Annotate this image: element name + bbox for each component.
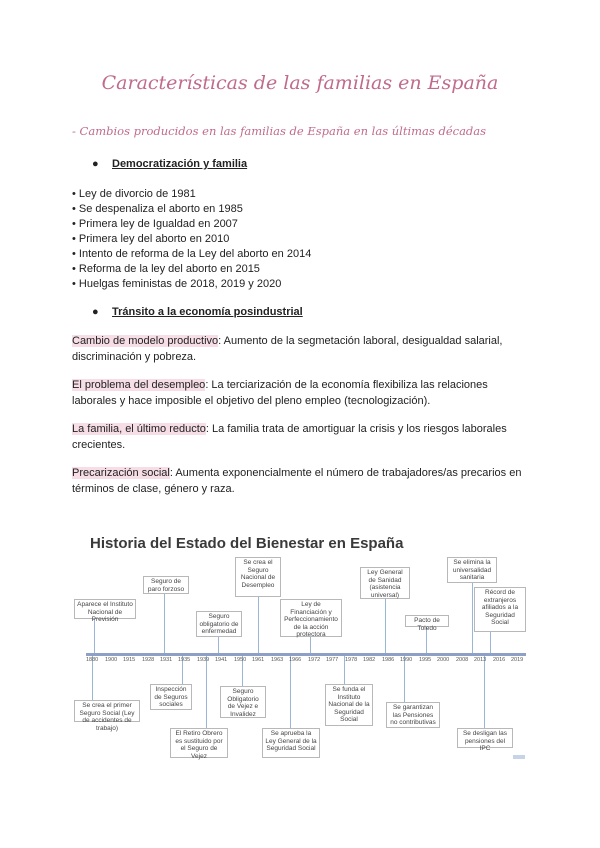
timeline-year: 2019 — [511, 657, 524, 663]
timeline-event-box: Aparece el Instituto Nacional de Previsión — [74, 599, 136, 619]
timeline-event-box: Se desligan las pensiones del IPC — [457, 728, 513, 748]
timeline-connector — [164, 594, 165, 653]
timeline-connector — [218, 635, 219, 653]
timeline-year: 1966 — [289, 657, 302, 663]
timeline-connector — [290, 656, 291, 729]
timeline-connector — [472, 583, 473, 653]
timeline-year: 1880 — [86, 657, 99, 663]
page-title: Características de las familias en España — [101, 72, 499, 94]
highlighted-term: Precarización social — [72, 467, 170, 479]
paragraph-text: : Aumento de la segmetación laboral, desigualdad salarial, discriminación y pobreza. — [72, 335, 503, 363]
timeline-event-box: Récord de extranjeros afiliados a la Seguridad Social — [474, 587, 526, 632]
democratizacion-list — [72, 187, 311, 292]
bullet-icon: ● — [92, 158, 99, 170]
timeline-year: 2000 — [437, 657, 450, 663]
timeline-year: 2016 — [493, 657, 506, 663]
timeline-event-box: Seguro de paro forzoso — [143, 576, 189, 594]
timeline-year: 1950 — [234, 657, 247, 663]
timeline-year: 1986 — [382, 657, 395, 663]
highlighted-term: La familia, el último reducto — [72, 423, 206, 435]
timeline-figure — [72, 527, 532, 767]
timeline-year: 1915 — [123, 657, 136, 663]
timeline-year: 1928 — [142, 657, 155, 663]
timeline-axis — [86, 653, 526, 656]
paragraph-text: : La terciarización de la economía flexibiliza las relaciones laborales y hace imposible el objetivo del pleno empleo (tecnologización). — [72, 379, 488, 407]
section-heading-label: Tránsito a la economía posindustrial — [112, 306, 303, 318]
timeline-connector — [484, 656, 485, 729]
list-item: • Ley de divorcio de 1981 — [72, 187, 311, 202]
paragraph-text: : La familia trata de amortiguar la crisis y los riesgos laborales crecientes. — [72, 423, 507, 451]
timeline-event-box: Se crea el primer Seguro Social (Ley de accidentes de trabajo) — [74, 700, 140, 722]
timeline-year: 1961 — [252, 657, 265, 663]
figure-watermark-mark — [513, 755, 525, 759]
timeline-year: 1995 — [419, 657, 432, 663]
timeline-event-box: Seguro Obligatorio de Vejez e Invalidez — [220, 686, 266, 718]
paragraph-ultimo-reducto — [72, 421, 532, 453]
timeline-year: 2008 — [456, 657, 469, 663]
paragraph-modelo-productivo — [72, 333, 532, 365]
section-heading-economia — [92, 306, 303, 318]
list-item: • Se despenaliza el aborto en 1985 — [72, 202, 311, 217]
timeline-year: 1978 — [345, 657, 358, 663]
list-item: • Primera ley de Igualdad en 2007 — [72, 217, 311, 232]
timeline-year: 1941 — [215, 657, 228, 663]
section-heading-label: Democratización y familia — [112, 158, 248, 170]
list-item: • Intento de reforma de la Ley del aborto en 2014 — [72, 247, 311, 262]
timeline-event-box: Ley General de Sanidad (asistencia universal) — [360, 567, 410, 599]
timeline-event-box: Inspección de Seguros sociales — [150, 684, 192, 710]
page-subtitle: - Cambios producidos en las familias de España en las últimas décadas — [72, 124, 487, 138]
timeline-year: 1972 — [308, 657, 321, 663]
timeline-connector — [310, 637, 311, 653]
timeline-event-box: Se aprueba la Ley General de la Seguridad Social — [262, 728, 320, 758]
timeline-year: 1900 — [105, 657, 118, 663]
timeline-connector — [490, 630, 491, 653]
timeline-event-box: Se elimina la universalidad sanitaria — [447, 557, 497, 583]
timeline-event-box: Se crea el Seguro Nacional de Desempleo — [235, 557, 281, 597]
timeline-year: 2013 — [474, 657, 487, 663]
timeline-year: 1963 — [271, 657, 284, 663]
paragraph-desempleo — [72, 377, 532, 409]
list-item: • Reforma de la ley del aborto en 2015 — [72, 262, 311, 277]
timeline-event-box: Pacto de Toledo — [405, 615, 449, 627]
timeline-year: 1931 — [160, 657, 173, 663]
list-item: • Huelgas feministas de 2018, 2019 y 2020 — [72, 277, 311, 292]
timeline-event-box: El Retiro Obrero es sustituido por el Seguro de Vejez — [170, 728, 228, 758]
timeline-year: 1977 — [326, 657, 339, 663]
timeline-event-box: Seguro obligatorio de enfermedad — [196, 611, 242, 637]
timeline-year: 1982 — [363, 657, 376, 663]
timeline-event-box: Se funda el Instituto Nacional de la Seguridad Social — [325, 684, 373, 726]
timeline-year: 1990 — [400, 657, 413, 663]
highlighted-term: El problema del desempleo — [72, 379, 206, 391]
timeline-connector — [258, 597, 259, 653]
timeline-connector — [385, 599, 386, 653]
list-item: • Primera ley del aborto en 2010 — [72, 232, 311, 247]
timeline-year: 1939 — [197, 657, 210, 663]
timeline-year: 1935 — [178, 657, 191, 663]
timeline-title: Historia del Estado del Bienestar en España — [90, 535, 404, 552]
timeline-event-box: Se garantizan las Pensiones no contributivas — [386, 702, 440, 728]
paragraph-text: : Aumenta exponencialmente el número de trabajadores/as precarios en términos de clase, género y raza. — [72, 467, 522, 495]
timeline-connector — [206, 656, 207, 729]
timeline-event-box: Ley de Financiación y Perfeccionamiento de la acción protectora — [280, 599, 342, 637]
paragraph-precarizacion — [72, 465, 532, 497]
bullet-icon: ● — [92, 306, 99, 318]
highlighted-term: Cambio de modelo productivo — [72, 335, 219, 347]
section-heading-democratizacion — [92, 158, 247, 170]
